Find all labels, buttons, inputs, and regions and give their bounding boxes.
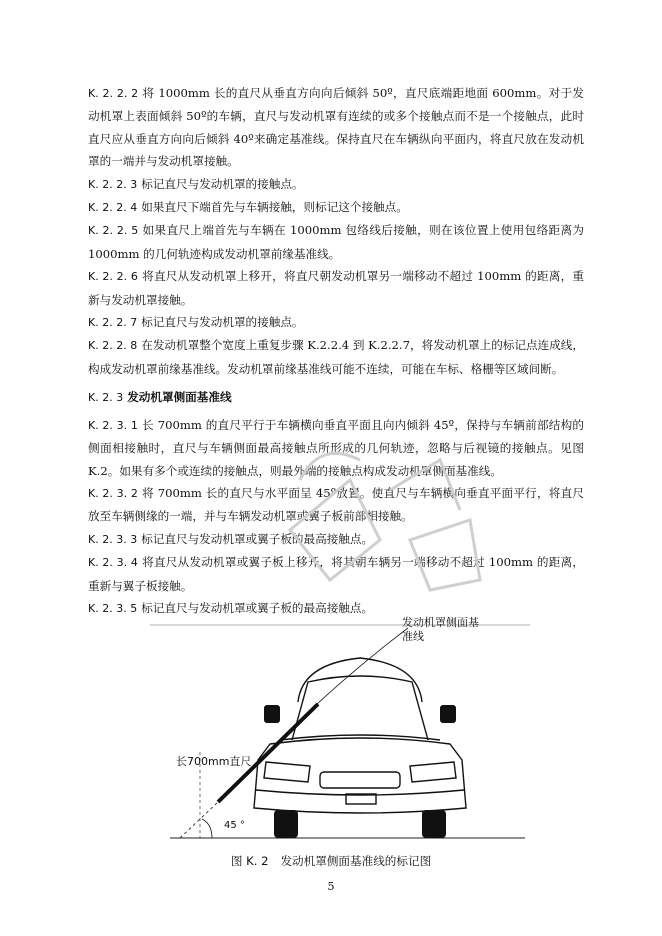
section-number: K. 2. 3 [88,391,124,405]
clause-number: K. 2. 2. 6 [88,270,138,284]
figure-k2-car-diagram [150,612,530,844]
paragraph-k227 [88,311,584,334]
clause-text: 将直尺从发动机罩或翼子板上移开，将其朝车辆另一端移动不超过 100mm 的距离，重新与翼子板接触。 [88,555,584,593]
figure-caption [0,853,662,869]
clause-text: 标记直尺与发动机罩或翼子板的最高接触点。 [141,531,374,546]
caption-title: 发动机罩侧面基准线的标记图 [280,854,432,868]
body-text [88,82,584,620]
side-reference-label-2: 准线 [402,630,424,643]
paragraph-k232 [88,482,584,528]
clause-text: 在发动机罩整个宽度上重复步骤 K.2.2.4 到 K.2.2.7，将发动机罩上的标记点连成线，构成发动机罩前缘基准线。发动机罩前缘基准线可能不连续，可能在车标、格栅等区域间断。 [88,338,584,376]
ruler-extension-dashed [180,802,218,838]
paragraph-k223 [88,173,584,196]
paragraph-k226 [88,265,584,311]
clause-text: 标记直尺与发动机罩的接触点。 [141,176,304,191]
section-heading [88,386,584,409]
clause-number: K. 2. 2. 3 [88,177,138,191]
clause-text: 标记直尺与发动机罩的接触点。 [141,315,304,330]
clause-number: K. 2. 3. 4 [88,556,138,570]
paragraph-k225 [88,219,584,265]
angle-arc [202,819,212,838]
clause-text: 将 700mm 长的直尺与水平面呈 45º放置。使直尺与车辆横向垂直平面平行，将直尺放至车辆侧缘的一端，并与车辆发动机罩或翼子板前部相接触。 [88,485,584,524]
left-wheel-icon [274,810,298,838]
clause-text: 将 1000mm 长的直尺从垂直方向向后倾斜 50º，直尺底端距地面 600mm。对于发动机罩上表面倾斜 50º的车辆，直尺与发动机罩有连续的或多个接触点而不是一个接触点，此时直尺应从垂直方向向后倾斜 40º来确定基准线。保持直尺在车辆纵向平面内，将直尺放在发动机罩的一端并与发动机罩接触。 [88,86,584,169]
paragraph-k233 [88,528,584,551]
clause-text: 将直尺从发动机罩上移开，将直尺朝发动机罩另一端移动不超过 100mm 的距离，重新与发动机罩接触。 [88,269,584,307]
right-wheel-icon [422,810,446,838]
clause-number: K. 2. 2. 7 [88,316,138,330]
clause-number: K. 2. 3. 5 [88,601,138,615]
paragraph-k228 [88,334,584,380]
page-number: 5 [327,880,335,893]
paragraph-k224 [88,196,584,219]
side-reference-label-1: 发动机罩侧面基 [402,616,479,629]
paragraph-k234 [88,551,584,597]
clause-text: 如果直尺上端首先与车辆在 1000mm 包络线后接触，则在该位置上使用包络距离为 1000mm 的几何轨迹构成发动机罩前缘基准线。 [88,223,584,261]
clause-number: K. 2. 3. 2 [88,486,138,500]
caption-number: 图 K. 2 [230,854,269,868]
clause-text: 标记直尺与发动机罩或翼子板的最高接触点。 [141,600,374,615]
clause-number: K. 2. 3. 3 [88,532,138,546]
paragraph-k231 [88,414,584,482]
clause-number: K. 2. 2. 2 [88,87,139,100]
angle-label: 45 ° [224,820,245,831]
left-mirror-icon [264,705,280,723]
section-title: 发动机罩侧面基准线 [127,390,232,405]
clause-number: K. 2. 2. 5 [88,224,139,238]
clause-text: 长 700mm 的直尺平行于车辆横向垂直平面且向内倾斜 45º，保持与车辆前部结构的侧面相接触时，直尺与车辆侧面最高接触点所形成的几何轨迹，忽略与后视镜的接触点。见图 K.2。如果有多个或连续的接触点，则最外端的接触点构成发动机罩侧面基准线。 [88,417,584,478]
clause-text: 如果直尺下端首先与车辆接触，则标记这个接触点。 [141,200,408,215]
right-mirror-icon [440,705,456,723]
clause-number: K. 2. 2. 4 [88,201,138,215]
paragraph-k222 [88,82,584,173]
ruler-label: 长700mm直尺 [176,755,252,768]
clause-number: K. 2. 3. 1 [88,418,138,432]
clause-number: K. 2. 2. 8 [88,339,138,353]
